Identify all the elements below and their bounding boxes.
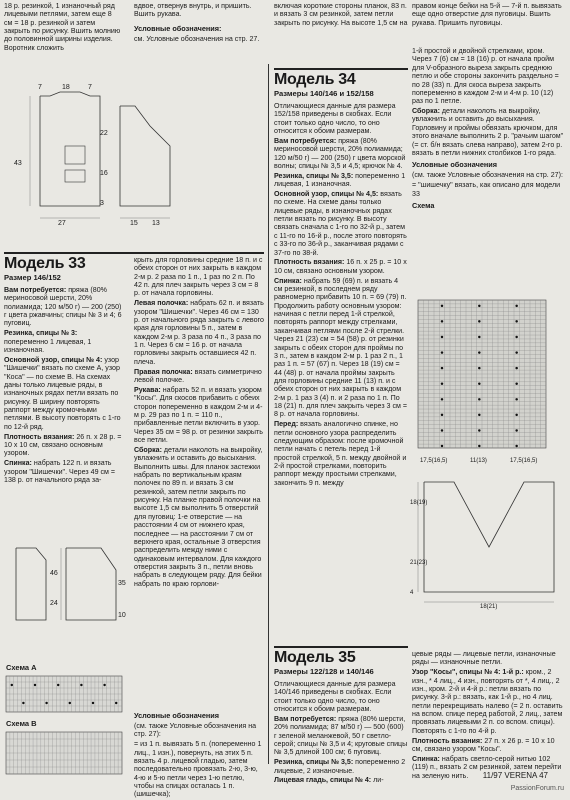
col3-p6: вязать аналогично спинке, но петли основного узора распределить следующим образом: после кромочной петли начать с петель перед 1-й простой стрелкой, 5 п. между двойной и 2-й простой стрелками, повторить раппорт между простыми стрелками, закончить 9 п. между (274, 420, 407, 487)
col2-p3: набрать 52 п. и вязать узором "Косы". Для скосов прибавить с обеих сторон попеременно в каждом 2-м и 4-м р. 29 раз по 1 п. = 110 п., прибавленные петли включить в узор. Через 35 см = 98 р. от резинки закрыть все петли. (134, 385, 263, 445)
col3-top-text: включая короткие стороны планок, 83 п. и вязать 3 см резинкой, затем петли закрыть по рисунку. На высоте 1,5 см на (274, 2, 408, 27)
stitch-symbol (441, 305, 443, 307)
stitch-symbol (515, 398, 517, 400)
model-34-section (274, 72, 408, 637)
d3-top-label-1: 17,5(16,5) (420, 458, 448, 464)
d1-side-label-4: 3 (100, 200, 104, 207)
col2-p4-label: Сборка: (134, 445, 162, 454)
d1-top-label-1: 7 (38, 84, 42, 91)
model-35-rule (274, 646, 408, 648)
col1-p4: 26 п. х 28 р. = 10 х 10 см, связано основным узором. (4, 432, 122, 458)
model-33-sizes: Размер 146/152 (4, 273, 61, 282)
col4-legend-title: Условные обозначения (412, 160, 498, 170)
col1-p1-label: Вам потребуется: (4, 285, 67, 294)
col4-text1: 1-й простой и двойной стрелками, кром. Через 7 (6) см = 18 (16) р. от начала пройм для V-образного выреза закрыть среднюю петлю и обе стороны закончить раздельно = по 28 (33) п. Для скоса выреза закрыть попеременно в каждом 2-м и 4-м р. 10 (12) раз по 1 петле. (412, 47, 559, 106)
col3-p5: набрать 59 (69) п. и вязать 4 см резинкой, в последнем ряду равномерно прибавить 10 п. = 69 (79) п. Продолжить работу основным узором: начиная с петли перед 1-й стрелкой, повторять раппорт между стрелками, заканчивая петлями после 2-й стрелки. Через 21 (23) см = 54 (58) р. от резинки закрыть с обеих сторон для проймы по 3 п., затем в каждом 2-м р. 1 раз 2 п., 1 раз 1 п. = 57 (67) п. Через 18 (19) см = 44 (48) р. от начала проймы закрыть для горловины средние 11 (13) п. и с обеих сторон от них закрыть в каждом 2-м р. 1 раз 3 (4) п. и 2 раза по 1 п. По 18 (21) п. для плеч закрыть через 3 см = 8 р. от начала горловины. (274, 276, 407, 419)
stitch-symbol (478, 429, 480, 431)
col4-p1-label: Сборка: (412, 107, 440, 116)
col3-p6-label: Перед: (274, 420, 299, 429)
col4-p1: детали наколоть на выкройку, увлажнить и оставить до высыхания. Горловину и проймы обвязать крючком, для этого вначале выполнить 2 р. "рачьим шагом" (= ст. б/н вязать слева направо), затем 2-го р. вязать в петли нижних столбиков 1-го ряда. (412, 107, 564, 157)
col1-p5-label: Спинка: (4, 459, 32, 468)
stitch-symbol (478, 382, 480, 384)
col1-p3-label: Основной узор, спицы № 4: (4, 355, 103, 364)
col1-p1: пряжа (80% мериносовой шерсти, 20% полиамида; 120 м/50 г) — 200 (250) г цвета ржавчины; спицы № 3 и 4; 6 пуговиц. (4, 285, 122, 328)
col4-p2-label: Узор "Косы", спицы № 4: 1-й р.: (412, 668, 524, 677)
col2-text1: крыть для горловины средние 18 п. и с обеих сторон от них закрыть в каждом 2-м р. 2 раза по 1 п., 1 раз по 2 п. По 42 п. для плеч закрыть через 3 см = 8 р. от начала горловины. (134, 256, 263, 298)
stitch-symbol (441, 367, 443, 369)
d1-bottom-label-1: 27 (58, 220, 66, 227)
col1-p4-label: Плотность вязания: (4, 432, 75, 441)
col3-p5-label: Спинка: (274, 276, 302, 285)
d1-bottom-label-2: 15 (130, 220, 138, 227)
stitch-symbol (441, 351, 443, 353)
pattern-diagram-model-34 (414, 462, 564, 612)
d3-top-label-3: 17,5(16,5) (510, 458, 538, 464)
stitch-symbol (441, 398, 443, 400)
col3-p4-label: Плотность вязания: (274, 258, 345, 267)
col2-legend2-title: Условные обозначения (134, 711, 220, 720)
col4-p4-label: Спинка: (412, 754, 440, 763)
col1-p3: узор "Шишечки" вязать по схеме А, узор "Коса" — по схеме В. На схемах даны только лицевые ряды, в изнаночных рядах петли вязать по рисунку. В ширину повторять раппорт между кромочными петлями. В высоту повторять с 1-го по 12-й ряд. (4, 355, 121, 431)
col2-p1-label: Левая полочка: (134, 299, 189, 308)
stitch-symbol (515, 351, 517, 353)
col2-top-text: вдвое, отвернув внутрь, и пришить. Вшить рукава. (134, 2, 252, 19)
d3-top-label-2: 11(13) (470, 458, 487, 464)
col2-legend2-l1: = из 1 п. вывязать 5 п. (попеременно 1 лиц., 1 изн.), повернуть, на этих 5 п. вязать 4 р. лицевой гладью, затем последовательно провязать 2-ю, 3-ю, 4-ю и 5-ю петли через 1-ю петлю, чтобы на спицах осталась 1 п. (шишечка); (134, 740, 262, 799)
stitch-symbol (69, 702, 71, 704)
col3-q3-label: Лицевая гладь, спицы № 4: (274, 776, 372, 785)
stitch-symbol (92, 702, 94, 704)
col3-p1: пряжа (80% мериносовой шерсти, 20% полиамида; 120 м/50 г) — 200 (250) г цвета морской волны; спицы № 3,5 и 4,5; крючок № 4. (274, 136, 406, 170)
column-4-top (412, 2, 566, 298)
col2-legend-title: Условные обозначения: (134, 23, 222, 33)
model-35-section (274, 649, 408, 785)
stitch-symbol (441, 336, 443, 338)
d1-top-label-3: 7 (88, 84, 92, 91)
model-34-scheme-grid (418, 300, 546, 448)
pattern-diagram-front (6, 540, 130, 630)
col3-q1: пряжа (80% шерсти, 20% полиамида; 87 м/50 г) — 500 (600) г зеленой меланжевой, 50 г светло-серой; спицы № 3,5 и 4; круговые спицы № 3,5 длиной 100 см; 6 пуговиц. (274, 714, 408, 757)
column-2-top (134, 2, 264, 92)
col2-legend-text: см. Условные обозначения на стр. 27. (134, 34, 260, 43)
stitch-symbol (441, 445, 443, 447)
col2-p1: набрать 62 п. и вязать узором "Шишечки". Через 46 см = 130 р. от начального ряда закрыть с левого края для горловины 5 п., затем в каждом 2-м р. 3 раза по 4 п., 3 раза по 1 п. Через 6 см = 16 р. от начала горловины закрыть оставшиеся 42 п. плеча. (134, 299, 264, 366)
stitch-symbol (478, 351, 480, 353)
col3-p2-label: Резинка, спицы № 3,5: (274, 171, 354, 180)
d1-side-label-3: 16 (100, 170, 108, 177)
col4-legend-l1: = "шишечку" вязать, как описано для модели 33 (412, 181, 561, 198)
model-34-rule (274, 68, 408, 70)
stitch-symbol (57, 684, 59, 686)
col4-p4: набрать светло-серой нитью 102 (119) п., вязать 2 см резинкой, затем перейти на зеленую нить. (412, 754, 562, 780)
col4-p3: 27 п. х 26 р. = 10 х 10 см, связано узором "Косы". (412, 736, 555, 753)
watermark: PassionForum.ru (510, 785, 564, 792)
col1-p2-label: Резинка, спицы № 3: (4, 329, 78, 338)
col4-p2: кром., 2 изн., * 4 лиц., 4 изн., повторять от *, 4 лиц., 2 изн., кром. 2-й и 4-й р.: петли вязать по рисунку. 3-й р.: вязать, как 1-й р., но 4 лиц. петли перекрещивать налево (= 2 п. оставить на вспом. спице перед работой, 2 лиц., затем провязать лицевыми 2 п. со вспом. спицы). Повторять с 1-го по 4-й р. (412, 668, 563, 735)
col4-scheme-title: Схема (412, 200, 435, 210)
stitch-symbol (22, 702, 24, 704)
col3-p4: 16 п. х 25 р. = 10 х 10 см, связано основным узором. (274, 258, 407, 275)
col1-p5: набрать 122 п. и вязать узором "Шишечки". Через 49 см = 138 р. от начального ряда за- (4, 459, 116, 484)
col4-text2: цевые ряды — лицевые петли, изнаночные ряды — изнаночные петли. (412, 650, 556, 667)
stitch-symbol (441, 382, 443, 384)
d2-side-label-2: 24 (50, 600, 58, 607)
stitch-symbol (478, 445, 480, 447)
col2-p3-label: Рукава: (134, 385, 161, 394)
stitch-symbol (515, 382, 517, 384)
col3-q2: попеременно 2 лицевые, 2 изнаночные. (274, 758, 406, 775)
model-34-heading: Модель 34 (274, 71, 356, 88)
col3-p3: вязать по схеме. На схеме даны только лицевые ряды, в изнаночных рядах петли вязать по рисунку. В высоту связать сначала с 1-го по 32-й р., затем с 11-го по 16-й р., после этого повторять с 33-го по 36-й р., заканчивая рядами с 37-го по 38-й. (274, 190, 407, 257)
col2-p2-label: Правая полочка: (134, 367, 193, 376)
model-33-heading: Модель 33 (4, 255, 86, 272)
d3-side-label-3: 4 (410, 590, 414, 596)
d3-side-label-2: 21(23) (410, 560, 428, 566)
stitch-symbol (34, 684, 36, 686)
col2-p2: вязать симметрично левой полочке. (134, 367, 262, 385)
model-33-section (4, 256, 122, 536)
col4-p3-label: Плотность вязания: (412, 736, 483, 745)
stitch-symbol (441, 320, 443, 322)
stitch-symbol (115, 702, 117, 704)
col3-intro: Отличающиеся данные для размера 152/158 приведены в скобках. Если стоит только одно число, то оно относится к обоим размерам. (274, 101, 396, 136)
d1-side-label-1: 43 (14, 160, 22, 167)
model-35-heading: Модель 35 (274, 649, 356, 666)
scheme-a-grid (6, 676, 122, 712)
col3-p2: попеременно 1 лицевая, 1 изнаночная. (274, 171, 406, 189)
col3-p3-label: Основной узор, спицы № 4,5: (274, 190, 379, 199)
pattern-diagram-back (10, 86, 190, 236)
scheme-b-grid (6, 732, 122, 774)
stitch-symbol (478, 305, 480, 307)
d3-side-label-1: 18(19) (410, 500, 428, 506)
d1-top-label-2: 18 (62, 84, 70, 91)
stitch-symbol (515, 305, 517, 307)
stitch-symbol (441, 414, 443, 416)
col3-q1-label: Вам потребуется: (274, 714, 337, 723)
model-35-sizes: Размеры 122/128 и 140/146 (274, 667, 374, 676)
stitch-symbol (515, 336, 517, 338)
col2-bottom-legend (134, 711, 264, 799)
col3-q2-label: Резинка, спицы № 3,5: (274, 758, 354, 767)
d1-bottom-label-3: 13 (152, 220, 160, 227)
col4-top-text: правом конце бейки на 5-й — 7-й п. вывязать еще одно отверстие для пуговицы. Вшить рукава. Пришить пуговицы. (412, 2, 562, 27)
stitch-symbol (80, 684, 82, 686)
scheme-b-title: Схема В (6, 719, 37, 728)
col3-intro2: Отличающиеся данные для размера 140/146 приведены в скобках. Если стоит только одно число, то оно относится к обоим размерам. (274, 679, 396, 714)
page-footer: 11/97 VERENA 47 (482, 771, 548, 780)
stitch-symbol (478, 336, 480, 338)
stitch-symbol (478, 367, 480, 369)
col3-p1-label: Вам потребуется: (274, 136, 337, 145)
stitch-symbol (45, 702, 47, 704)
d2-side-label-4: 10 (118, 612, 126, 619)
stitch-symbol (515, 445, 517, 447)
col3-q3: ли- (371, 776, 384, 785)
stitch-symbol (478, 320, 480, 322)
stitch-symbol (478, 414, 480, 416)
scheme-a-title: Схема А (6, 663, 37, 672)
column-3-top (274, 2, 408, 58)
stitch-symbol (103, 684, 105, 686)
stitch-symbol (515, 414, 517, 416)
stitch-symbol (11, 684, 13, 686)
model-34-sizes: Размеры 140/146 и 152/158 (274, 89, 374, 98)
d2-side-label-3: 35 (118, 580, 126, 587)
column-divider (268, 64, 269, 764)
col2-p4: детали наколоть на выкройку, увлажнить и оставить до высыхания. Выполнить швы. Для планок застежки набрать по вертикальным краям полочек по 89 п. и вязать 3 см резинкой, затем петли закрыть по рисунку. На планке правой полочки на высоте 1,5 см выполнить 5 отверстий для пуговиц: 1-е отверстие — на расстоянии 4 см от нижнего края, последнее — на расстоянии 7 см от верхнего края, остальные 3 отверстия распределить между ними с одинаковым интервалом. Для каждого отверстия закрыть 3 п., петли вновь набрать в следующем ряду. Для бейки набрать по краю горлови- (134, 445, 263, 588)
d1-side-label-2: 22 (100, 130, 108, 137)
col4-legend-text: (см. также Условные обозначения на стр. 27): (412, 171, 563, 180)
d2-side-label-1: 46 (50, 570, 58, 577)
stitch-symbol (515, 367, 517, 369)
d3-bottom-label: 18(21) (480, 604, 498, 610)
stitch-symbol (478, 398, 480, 400)
col1-p2: попеременно 1 лицевая, 1 изнаночная. (4, 337, 92, 354)
stitch-symbol (515, 320, 517, 322)
column-2-main (134, 256, 264, 711)
stitch-symbol (515, 429, 517, 431)
model-33-rule (4, 252, 264, 254)
col1-top-text: 18 р. резинкой, 1 изнаночный ряд лицевыми петлями, затем еще 8 см = 18 р. резинкой и затем закрыть по рисунку. Вшить молнию до половинной ширины изделия. Воротник сложить (4, 2, 121, 52)
stitch-symbol (441, 429, 443, 431)
col2-legend2-text: (см. также Условные обозначения на стр. 27): (134, 722, 257, 739)
